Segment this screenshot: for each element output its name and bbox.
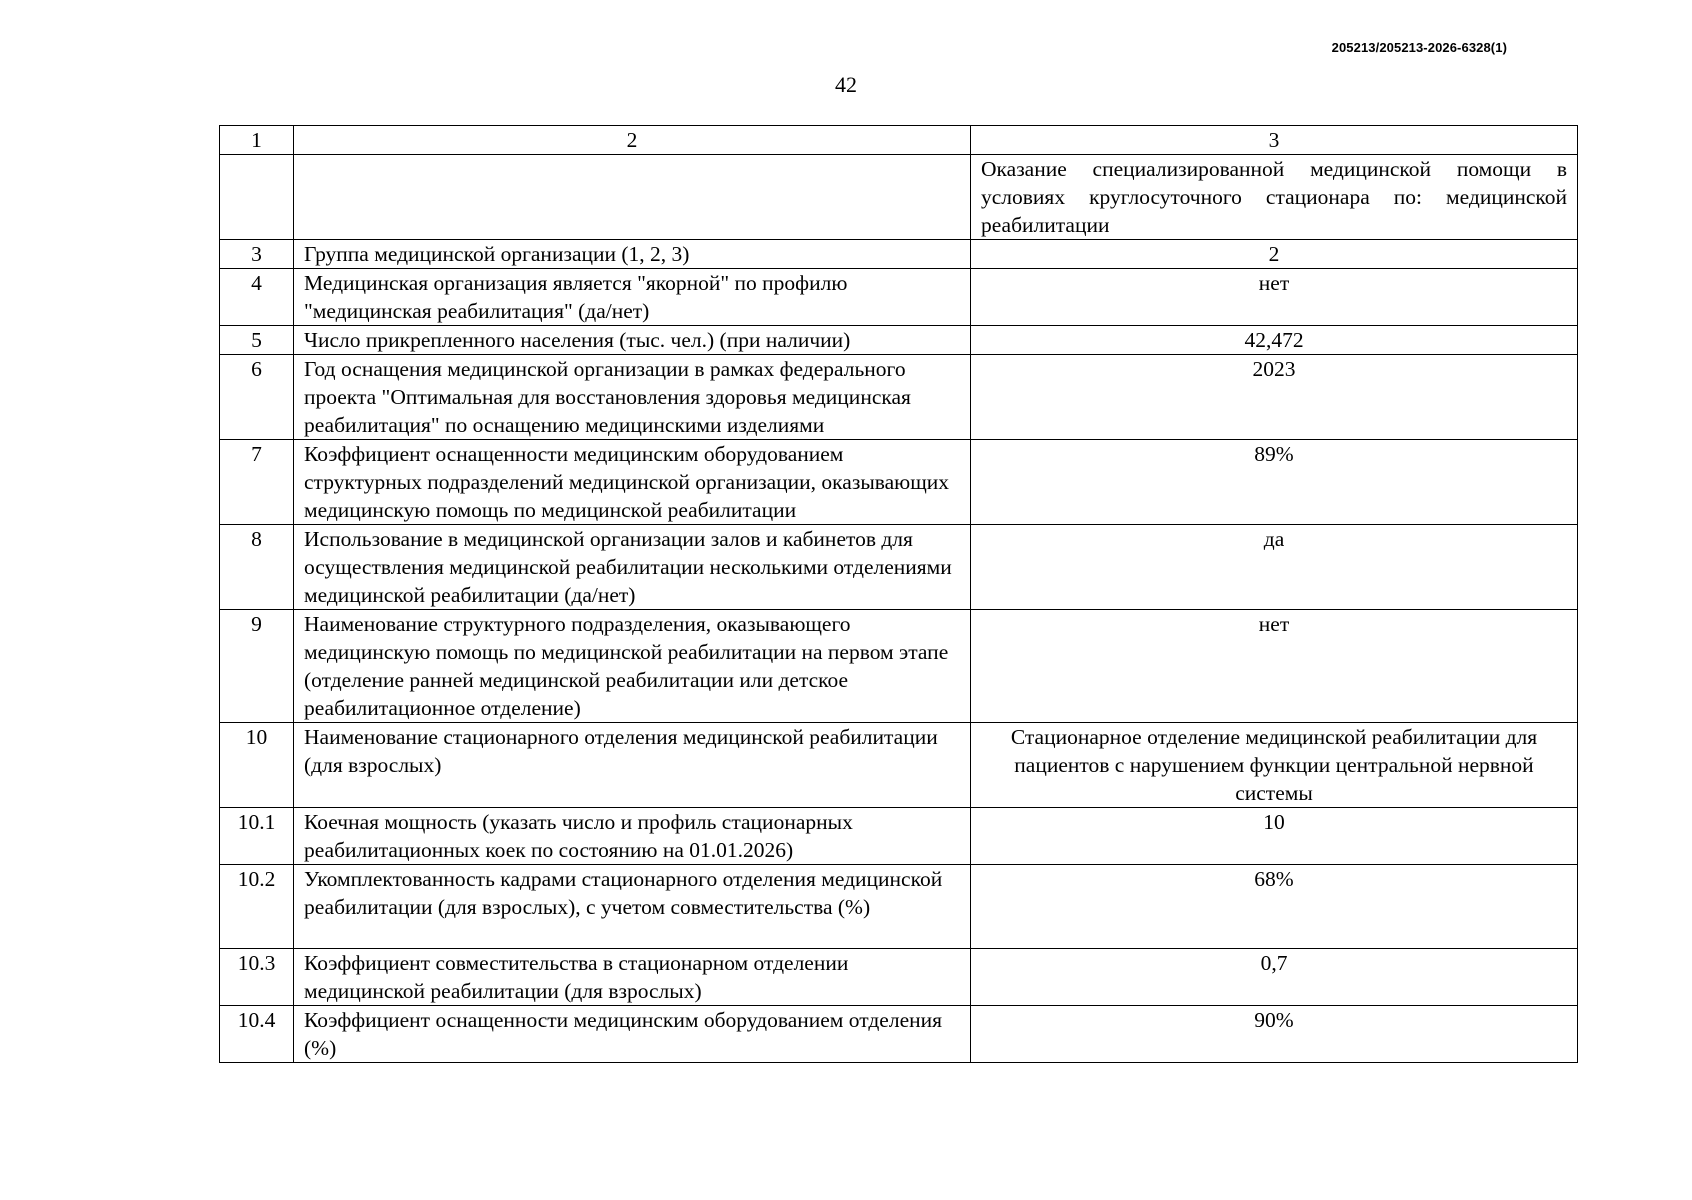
table-row <box>220 808 1578 865</box>
table-row <box>220 155 1578 240</box>
row-description: Коэффициент оснащенности медицинским оборудованием отделения (%) <box>294 1006 971 1063</box>
table-row <box>220 326 1578 355</box>
row-description: Год оснащения медицинской организации в рамках федерального проекта "Оптимальная для восстановления здоровья медицинская реабилитация" по оснащению медицинскими изделиями <box>294 355 971 440</box>
row-value: 42,472 <box>971 326 1578 355</box>
row-value: Оказание специализированной медицинской помощи в условиях круглосуточного стационара по: медицинской реабилитации <box>971 155 1578 240</box>
row-description: Использование в медицинской организации залов и кабинетов для осуществления медицинской реабилитации несколькими отделениями медицинской реабилитации (да/нет) <box>294 525 971 610</box>
table-row <box>220 865 1578 949</box>
row-description: Группа медицинской организации (1, 2, 3) <box>294 240 971 269</box>
row-number: 9 <box>220 610 294 723</box>
row-number: 6 <box>220 355 294 440</box>
row-description: Наименование стационарного отделения медицинской реабилитации (для взрослых) <box>294 723 971 808</box>
row-number: 8 <box>220 525 294 610</box>
row-number: 5 <box>220 326 294 355</box>
row-description: Коэффициент совместительства в стационарном отделении медицинской реабилитации (для взрослых) <box>294 949 971 1006</box>
row-description: Наименование структурного подразделения, оказывающего медицинскую помощь по медицинской реабилитации на первом этапе (отделение ранней медицинской реабилитации или детское реабилитационное отделение) <box>294 610 971 723</box>
table-row <box>220 269 1578 326</box>
column-header-2: 2 <box>294 126 971 155</box>
row-value: 10 <box>971 808 1578 865</box>
row-number: 7 <box>220 440 294 525</box>
row-value: да <box>971 525 1578 610</box>
row-value: 68% <box>971 865 1578 949</box>
table-header-row <box>220 126 1578 155</box>
page-number: 42 <box>835 72 857 97</box>
row-number: 10.4 <box>220 1006 294 1063</box>
row-value: нет <box>971 269 1578 326</box>
row-number: 3 <box>220 240 294 269</box>
row-description: Медицинская организация является "якорной" по профилю "медицинская реабилитация" (да/нет) <box>294 269 971 326</box>
row-description: Коэффициент оснащенности медицинским оборудованием структурных подразделений медицинской организации, оказывающих медицинскую помощь по медицинской реабилитации <box>294 440 971 525</box>
row-number: 10.3 <box>220 949 294 1006</box>
row-number: 4 <box>220 269 294 326</box>
row-description: Число прикрепленного населения (тыс. чел.) (при наличии) <box>294 326 971 355</box>
column-header-1: 1 <box>220 126 294 155</box>
row-value: Стационарное отделение медицинской реабилитации для пациентов с нарушением функции центральной нервной системы <box>971 723 1578 808</box>
row-value: 0,7 <box>971 949 1578 1006</box>
table-row <box>220 949 1578 1006</box>
table-row <box>220 1006 1578 1063</box>
row-value: 2023 <box>971 355 1578 440</box>
table-row <box>220 610 1578 723</box>
table-row <box>220 723 1578 808</box>
row-number: 10 <box>220 723 294 808</box>
row-value: 90% <box>971 1006 1578 1063</box>
row-number <box>220 155 294 240</box>
row-description: Укомплектованность кадрами стационарного отделения медицинской реабилитации (для взрослых), с учетом совместительства (%) <box>294 865 971 949</box>
row-number: 10.2 <box>220 865 294 949</box>
row-number: 10.1 <box>220 808 294 865</box>
row-value: 2 <box>971 240 1578 269</box>
column-header-3: 3 <box>971 126 1578 155</box>
row-value: нет <box>971 610 1578 723</box>
data-table <box>219 125 1578 1063</box>
row-description: Коечная мощность (указать число и профиль стационарных реабилитационных коек по состоянию на 01.01.2026) <box>294 808 971 865</box>
document-id: 205213/205213-2026-6328(1) <box>1331 40 1507 55</box>
row-value: 89% <box>971 440 1578 525</box>
table-row <box>220 525 1578 610</box>
row-description <box>294 155 971 240</box>
table-row <box>220 355 1578 440</box>
table-row <box>220 440 1578 525</box>
table-row <box>220 240 1578 269</box>
